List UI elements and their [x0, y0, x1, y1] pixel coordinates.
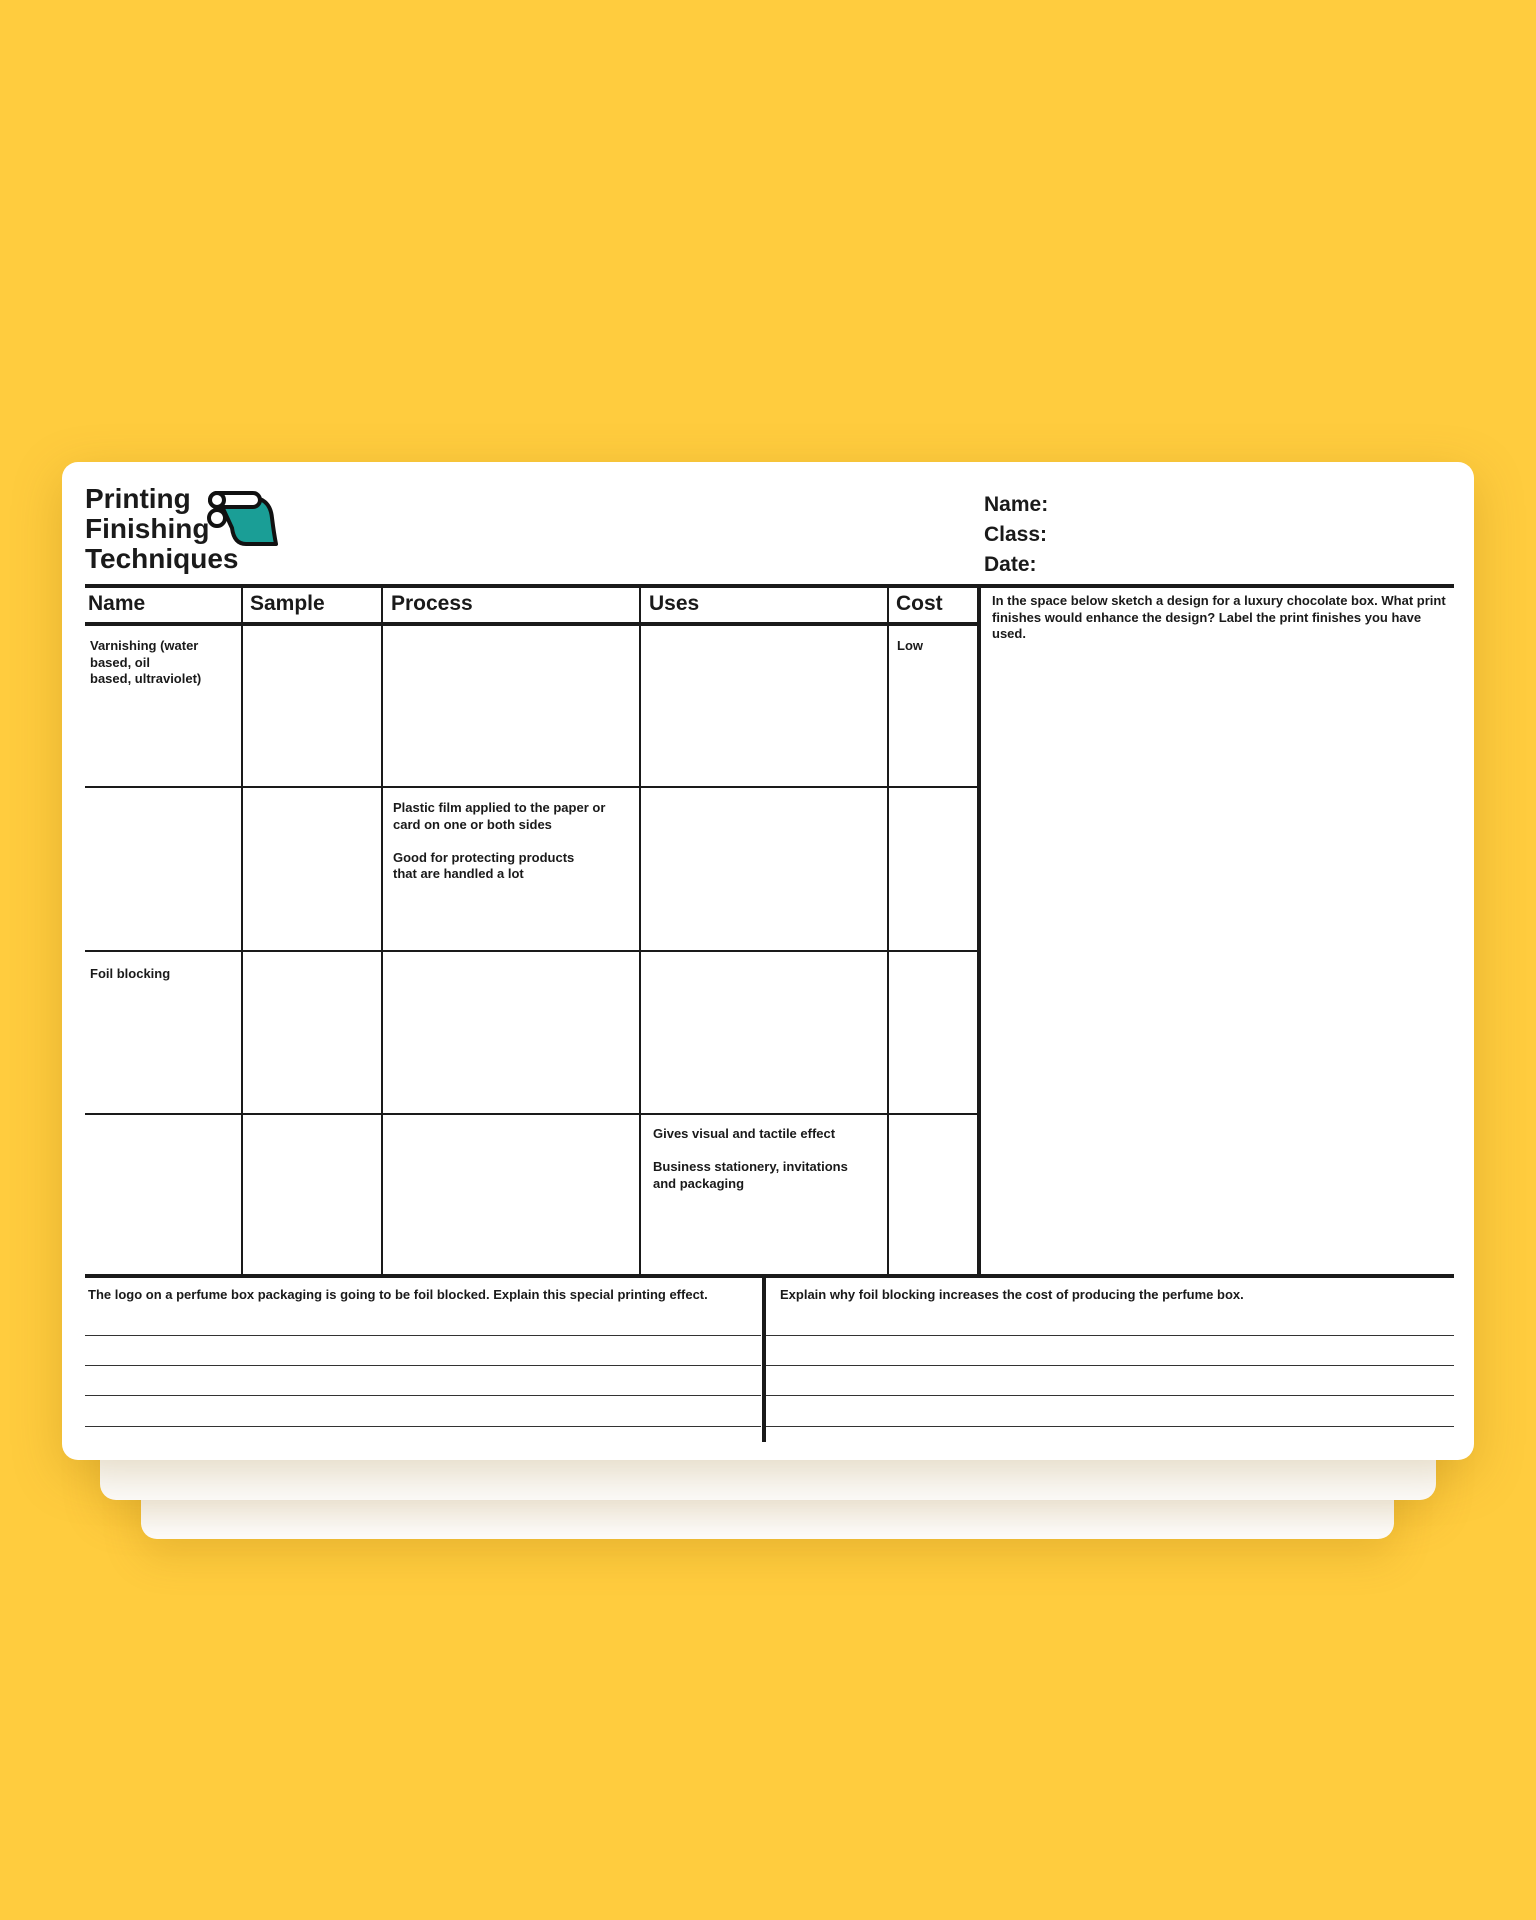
- answer-line: [766, 1335, 1454, 1336]
- col-rule-2: [381, 588, 383, 1276]
- answer-line: [85, 1365, 761, 1366]
- row4-uses: Gives visual and tactile effect Business stationery, invitations and packaging: [653, 1126, 848, 1191]
- row1-cost: Low: [897, 638, 923, 653]
- col-rule-4: [887, 588, 889, 1276]
- row2-process: Plastic film applied to the paper or card on one or both sides Good for protecting products that are handled a lot: [393, 800, 606, 881]
- student-info: [984, 490, 1048, 580]
- questions-divider: [762, 1278, 766, 1442]
- header-process: Process: [391, 592, 473, 615]
- col-rule-1: [241, 588, 243, 1276]
- answer-line: [766, 1365, 1454, 1366]
- row-rule-1: [85, 786, 980, 788]
- row1-name: Varnishing (water based, oil based, ultraviolet): [90, 638, 202, 686]
- header-cost: Cost: [896, 592, 943, 615]
- top-rule: [85, 584, 1454, 588]
- paper-roll-icon: [204, 490, 282, 552]
- bottom-rule: [85, 1274, 1454, 1278]
- answer-line: [85, 1395, 761, 1396]
- row-rule-3: [85, 1113, 980, 1115]
- sketch-prompt: In the space below sketch a design for a luxury chocolate box. What print finishes would enhance the design? Label the print finishes you have used.: [992, 593, 1446, 641]
- name-label: Name:: [984, 493, 1049, 516]
- sketch-divider: [977, 588, 981, 1276]
- answer-line: [85, 1335, 761, 1336]
- header-sample: Sample: [250, 592, 325, 615]
- answer-line: [766, 1426, 1454, 1427]
- header-rule: [85, 622, 980, 626]
- question-1: The logo on a perfume box packaging is going to be foil blocked. Explain this special printing effect.: [88, 1287, 708, 1302]
- answer-line: [85, 1426, 761, 1427]
- title-line-1: Printing: [85, 483, 191, 514]
- answer-line: [766, 1395, 1454, 1396]
- header-name: Name: [88, 592, 146, 615]
- class-label: Class:: [984, 523, 1048, 546]
- header-uses: Uses: [649, 592, 700, 615]
- col-rule-3: [639, 588, 641, 1276]
- row3-name: Foil blocking: [90, 966, 171, 981]
- title-line-2: Finishing: [85, 513, 210, 544]
- date-label: Date:: [984, 553, 1037, 576]
- worksheet: [62, 462, 1474, 1460]
- row-rule-2: [85, 950, 980, 952]
- title-line-3: Techniques: [85, 543, 239, 574]
- question-2: Explain why foil blocking increases the cost of producing the perfume box.: [780, 1287, 1244, 1302]
